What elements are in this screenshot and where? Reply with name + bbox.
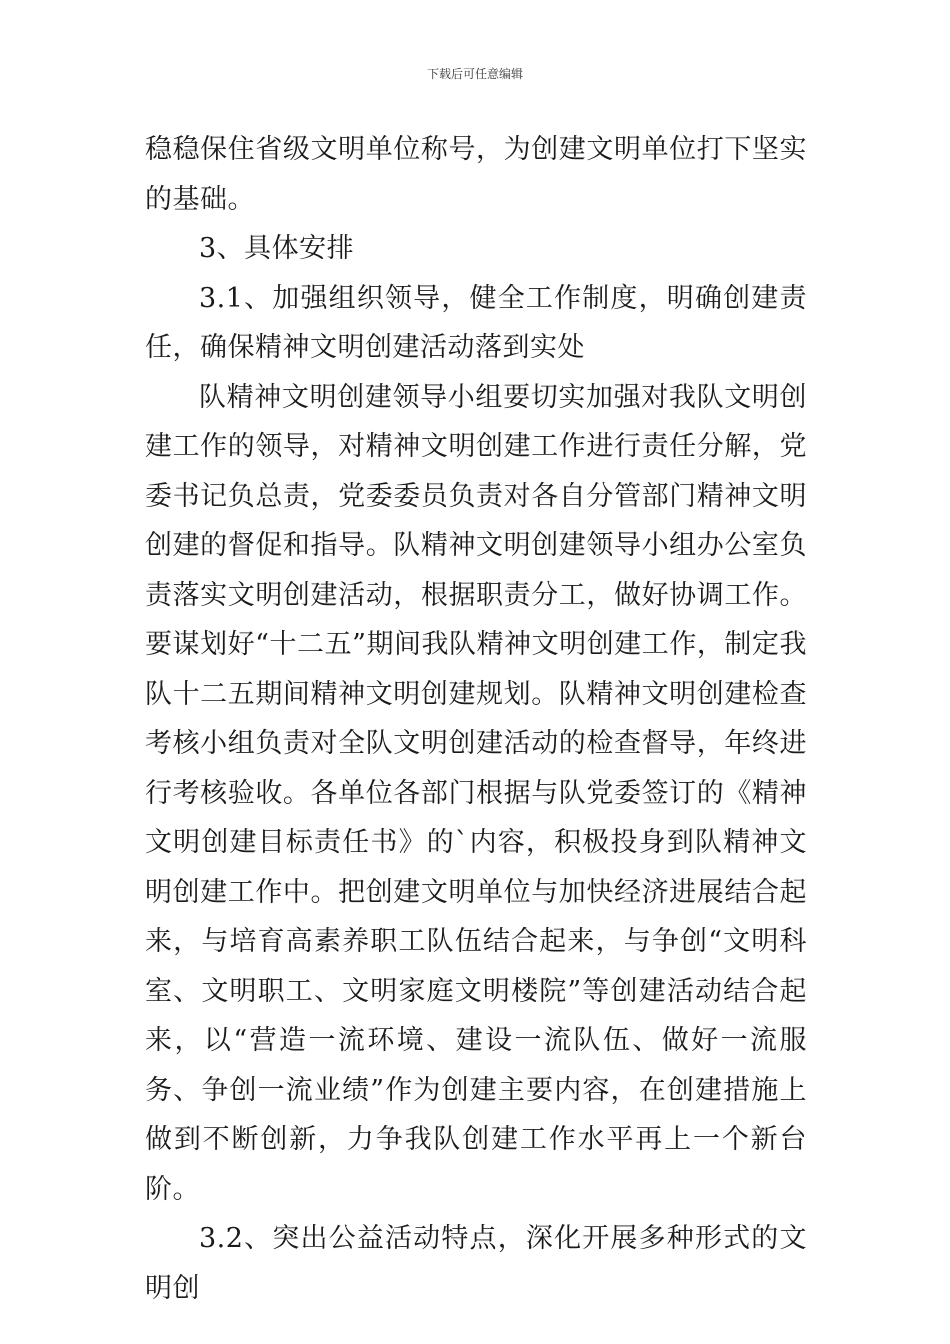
subsection-heading-3-1: 3.1、加强组织领导，健全工作制度，明确创建责任，确保精神文明创建活动落到实处	[145, 282, 807, 363]
page-header: 下载后可任意编辑	[426, 67, 523, 81]
paragraph-body: 队精神文明创建领导小组要切实加强对我队文明创建工作的领导，对精神文明创建工作进行责任分解，党委书记负总责，党委委员负责对各自分管部门精神文明创建的督促和指导。队精神文明创建领导小组办公室负责落实文明创建活动，根据职责分工，做好协调工作。要谋划好“十二五”期间我队精神文明创建工作，制定我队十二五期间精神文明创建规划。队精神文明创建检查考核小组负责对全队文明创建活动的检查督导，年终进行考核验收。各单位各部门根据与队党委签订的《精神文明创建目标责任书》的`内容，积极投身到队精神文明创建工作中。把创建文明单位与加快经济进展结合起来，与培育高素养职工队伍结合起来，与争创“文明科室、文明职工、文明家庭文明楼院”等创建活动结合起来，以“营造一流环境、建设一流队伍、做好一流服务、争创一流业绩”作为创建主要内容，在创建措施上做到不断创新，力争我队创建工作水平再上一个新台阶。	[145, 381, 807, 1205]
document-body	[145, 125, 807, 1313]
paragraph-continuation: 稳稳保住省级文明单位称号，为创建文明单位打下坚实的基础。	[145, 134, 807, 215]
subsection-heading-3-2: 3.2、突出公益活动特点，深化开展多种形式的文明创	[145, 1223, 807, 1304]
section-heading-3: 3、具体安排	[199, 233, 355, 264]
